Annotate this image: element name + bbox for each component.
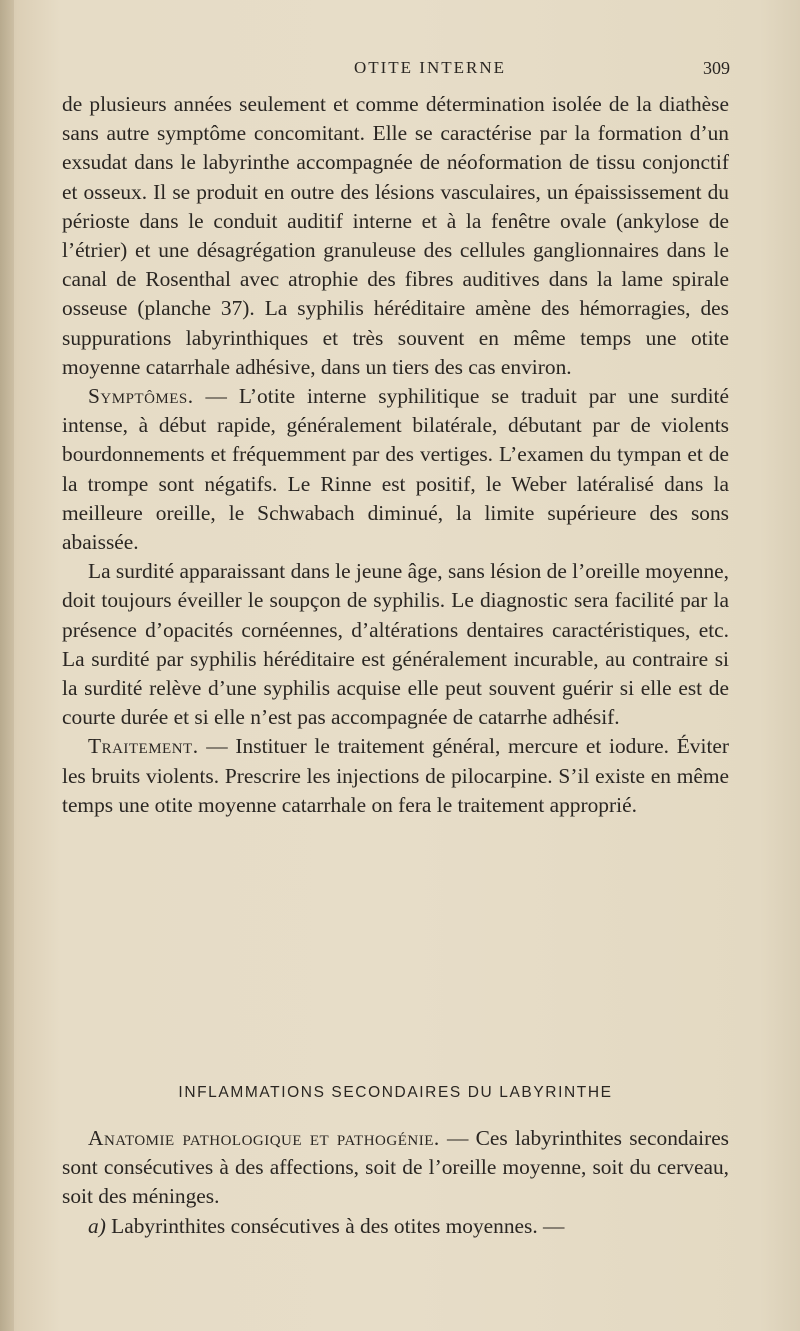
paragraph-text: La surdité apparaissant dans le jeune âge, sans lésion de l’oreille moyenne, doit toujours éveiller le soupçon de syphilis. Le diagnostic sera facilité par la présence d’opacités cornéennes, d’altérations dentaires caractéristiques, etc. La surdité par syphilis héréditaire est généralement incurable, au contraire si la surdité relève d’une syphilis acquise elle peut souvent guérir si elle est de courte durée et si elle n’est pas accompagnée de catarrhe adhésif. bbox=[62, 559, 729, 730]
paragraph-1 bbox=[62, 90, 729, 382]
running-title: OTITE INTERNE bbox=[353, 58, 507, 77]
section-heading: INFLAMMATIONS SECONDAIRES DU LABYRINTHE bbox=[178, 1084, 613, 1101]
paragraph-3 bbox=[62, 557, 729, 732]
paragraph-text: — L’otite interne syphilitique se traduit par une surdité intense, à début rapide, généralement bilatérale, débutant par de violents bourdonnements et fréquemment par des vertiges. L’examen du tympan et de la trompe sont négatifs. Le Rinne est positif, le Weber latéralisé dans la meilleure oreille, le Schwabach diminué, la limite supérieure des sons abaissée. bbox=[62, 384, 729, 555]
paragraph-labyrinthites bbox=[62, 1212, 729, 1241]
section-body-text bbox=[62, 1124, 729, 1241]
running-head bbox=[60, 58, 730, 82]
body-text bbox=[62, 90, 729, 820]
paragraph-text: de plusieurs années seulement et comme détermination isolée de la diathèse sans autre symptôme concomitant. Elle se caractérise par la formation d’un exsudat dans le labyrinthe accompagnée de néoformation de tissu conjonctif et osseux. Il se produit en outre des lésions vasculaires, un épaississement du périoste dans le conduit auditif interne et à la fenêtre ovale (ankylose de l’étrier) et une désagrégation granuleuse des cellules ganglionnaires dans le canal de Rosenthal avec atrophie des fibres auditives dans la lame spirale osseuse (planche 37). La syphilis héréditaire amène des hémorragies, des suppurations labyrinthiques et très souvent en même temps une otite moyenne catarrhale adhésive, dans un tiers des cas environ. bbox=[62, 92, 729, 379]
page-gutter-shadow bbox=[0, 0, 14, 1331]
paragraph-lead-heading: Traitement. bbox=[88, 734, 199, 759]
paragraph-text: — Ces labyrinthites secondaires sont consécutives à des affections, soit de l’oreille moyenne, soit du cerveau, soit des méninges. bbox=[62, 1126, 730, 1209]
paragraph-lead-heading: Anatomie pathologique et pathogénie. bbox=[88, 1126, 440, 1150]
paragraph-lead-heading: Symptômes. bbox=[88, 384, 194, 409]
page-number: 309 bbox=[703, 58, 730, 78]
paragraph-symptomes bbox=[62, 382, 729, 557]
list-marker: a) bbox=[88, 1213, 106, 1238]
paragraph-text: Labyrinthites consécutives à des otites moyennes. — bbox=[105, 1213, 565, 1238]
paragraph-traitement bbox=[62, 732, 729, 820]
paragraph-text: — Instituer le traitement général, mercure et iodure. Éviter les bruits violents. Prescrire les injections de pilocarpine. S’il existe en même temps une otite moyenne catarrhale on fera le traitement approprié. bbox=[62, 734, 729, 817]
paragraph-anatomie bbox=[62, 1124, 729, 1212]
